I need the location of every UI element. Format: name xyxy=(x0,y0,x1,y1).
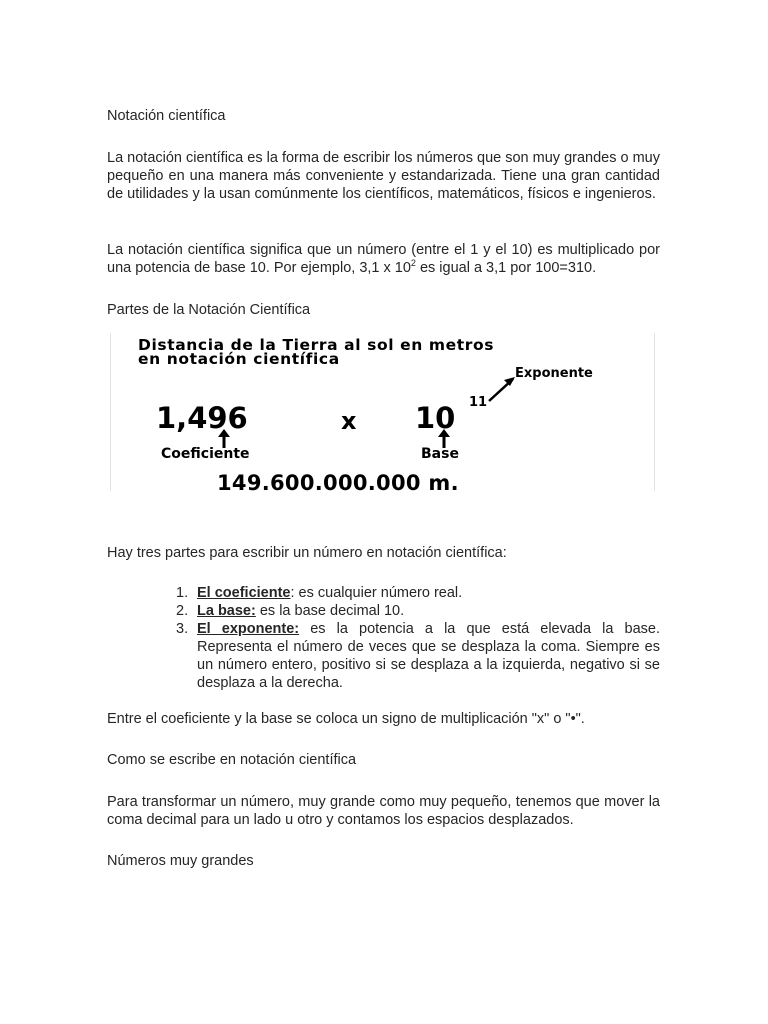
coefficient-value: 1,496 xyxy=(156,401,248,435)
base-value: 10 xyxy=(415,401,456,435)
list-item xyxy=(176,602,660,620)
list-item-term: El exponente: xyxy=(197,621,300,637)
heading-partes: Partes de la Notación Científica xyxy=(107,302,311,318)
heading-como-se-escribe: Como se escribe en notación científica xyxy=(107,752,357,768)
figure-title-line2: en notación científica xyxy=(138,350,340,368)
paragraph-definition: La notación científica es la forma de escribir los números que son muy grandes o muy pequeño en una manera más conveniente y estandarizada. Tiene una gran cantidad de utilidades y la usan comúnmente los científicos, matemáticos, físicos e ingenieros. xyxy=(107,150,660,202)
list-item-text: : es cualquier número real. xyxy=(290,585,463,601)
figure-title-line1: Distancia de la Tierra al sol en metros xyxy=(138,336,495,354)
meaning-text-before: La notación científica significa que un número (entre el 1 y el 10) es multiplicado por una potencia de base 10. Por ejemplo, 3,1 x 10 xyxy=(107,242,660,276)
list-item-text: es la potencia a la que está elevada la base. Representa el número de veces que se desplaza la coma. Siempre es un número entero, positivo si se desplaza a la izquierda, negativo si se desplaza a la derecha. xyxy=(197,621,660,691)
list-item xyxy=(176,620,660,692)
heading-notacion-cientifica: Notación científica xyxy=(107,108,226,124)
heading-numeros-grandes: Números muy grandes xyxy=(107,853,254,869)
paragraph-transform: Para transformar un número, muy grande como muy pequeño, tenemos que mover la coma decimal para un lado u otro y contamos los espacios desplazados. xyxy=(107,794,660,828)
scientific-notation-figure xyxy=(110,333,655,491)
list-item-number: 1. xyxy=(176,585,189,601)
list-item-number: 3. xyxy=(176,621,189,637)
coefficient-label: Coeficiente xyxy=(161,446,250,462)
parts-list xyxy=(176,584,660,692)
times-sign: x xyxy=(341,407,357,435)
base-label: Base xyxy=(421,446,459,462)
list-item-term: El coeficiente xyxy=(197,585,291,601)
list-item-number: 2. xyxy=(176,603,189,619)
meaning-superscript: 2 xyxy=(410,258,416,269)
paragraph-meaning xyxy=(107,241,660,277)
exponent-label: Exponente xyxy=(515,366,593,381)
meaning-text-after: es igual a 3,1 por 100=310. xyxy=(415,260,597,276)
paragraph-multiplication-sign: Entre el coeficiente y la base se coloca un signo de multiplicación "x" o "•". xyxy=(107,711,585,727)
full-number: 149.600.000.000 m. xyxy=(217,471,459,491)
exponent-value: 11 xyxy=(469,395,488,410)
paragraph-three-parts: Hay tres partes para escribir un número en notación científica: xyxy=(107,545,507,561)
exponent-arrow xyxy=(489,377,515,401)
list-item xyxy=(176,584,660,602)
list-item-text: es la base decimal 10. xyxy=(255,603,405,619)
list-item-term: La base: xyxy=(197,603,256,619)
